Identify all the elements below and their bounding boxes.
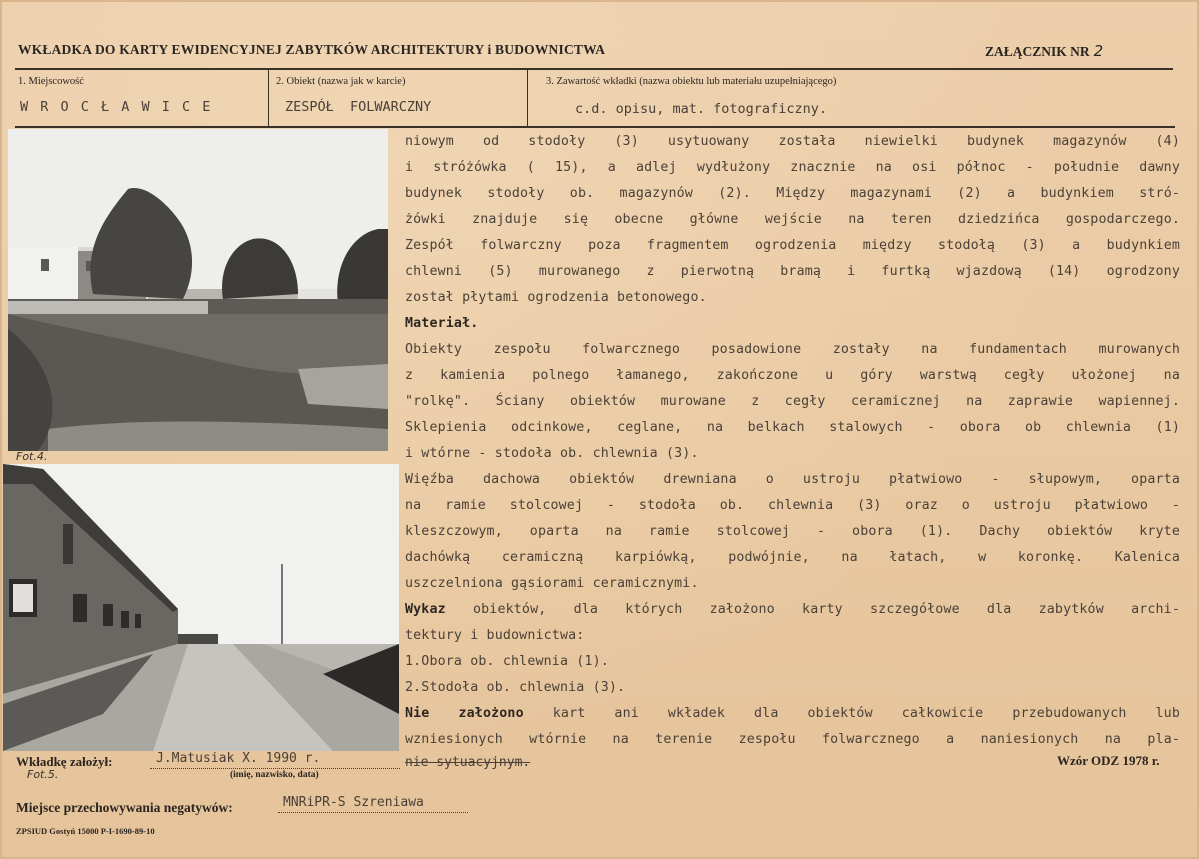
object-value: ZESPÓŁ FOLWARCZNY	[285, 99, 432, 115]
text-line-content: i stróżówka ( 15), a adlej wydłużony znacznie na osi północ - południe dawny	[405, 160, 1180, 175]
locality-label: 1. Miejscowość	[18, 76, 84, 87]
text-line-content: "rolkę". Ściany obiektów murowane z cegły ceramicznej na zaprawie wapiennej.	[405, 394, 1180, 409]
text-line	[405, 207, 1180, 233]
text-line	[405, 155, 1180, 181]
text-line	[405, 701, 1180, 727]
form-title: WKŁADKA DO KARTY EWIDENCYJNEJ ZABYTKÓW ARCHITEKTURY i BUDOWNICTWA	[18, 42, 606, 57]
text-line-content: Sklepienia odcinkowe, ceglane, na belkach stalowych - obora ob chlewnia (1)	[405, 420, 1180, 435]
text-line-content: kart ani wkładek dla obiektów całkowicie przebudowanych lub	[552, 706, 1180, 721]
insert-author-label: Wkładkę założył:	[16, 754, 113, 769]
text-line	[405, 181, 1180, 207]
annex-number: 2	[1093, 42, 1104, 60]
text-line	[405, 727, 1180, 753]
header-rule-bottom	[15, 126, 1175, 128]
text-line-content: 2.Stodoła ob. chlewnia (3).	[405, 680, 626, 695]
text-line	[405, 467, 1180, 493]
text-line-content: Materiał.	[405, 316, 479, 331]
text-line-content: na ramie stolcowej - stodoła ob. chlewnia (3) oraz o ustroju płatwiowo -	[405, 498, 1180, 513]
text-line	[405, 363, 1180, 389]
text-line	[405, 597, 1180, 623]
text-line-content: uszczelniona gąsiorami ceramicznymi.	[405, 576, 699, 591]
field-divider-2	[527, 70, 528, 126]
photo-barn-road-view	[3, 464, 399, 751]
text-line-content: niowym od stodoły (3) usytuowany została niewielki budynek magazynów (4)	[405, 134, 1180, 149]
printer-imprint: ZPSIUD Gostyń 15000 P-I-1690-89-10	[16, 826, 155, 836]
text-line-content: tektury i budownictwa:	[405, 628, 585, 643]
text-line	[405, 545, 1180, 571]
insert-author-value: J.Matusiak X. 1990 r.	[156, 751, 321, 766]
text-line	[405, 311, 1180, 337]
negatives-value: MNRiPR-S Szreniawa	[283, 795, 424, 810]
text-line	[405, 493, 1180, 519]
text-line-content: wzniesionych wtórnie na terenie zespołu folwarcznego a naniesionych na pla-	[405, 732, 1180, 747]
photo-farmyard-view	[8, 129, 388, 451]
text-line-content: budynek stodoły ob. magazynów (2). Między magazynami (2) a budynkiem stró-	[405, 186, 1180, 201]
text-line-lead: Wykaz	[405, 602, 446, 617]
photo1-caption: Fot.4.	[16, 450, 48, 463]
text-line-content: żówki znajduje się obecne główne wejście na teren dziedzińca gospodarczego.	[405, 212, 1180, 227]
text-line	[405, 259, 1180, 285]
text-line	[405, 233, 1180, 259]
text-line	[405, 519, 1180, 545]
text-line-content: Obiekty zespołu folwarcznego posadowione zostały na fundamentach murowanych	[405, 342, 1180, 357]
form-template-label: Wzór ODZ 1978 r.	[1057, 753, 1160, 768]
text-line	[405, 389, 1180, 415]
field-divider-1	[268, 70, 269, 126]
annex-label	[985, 42, 1103, 60]
text-line	[405, 675, 1180, 701]
text-line	[405, 337, 1180, 363]
content-value: c.d. opisu, mat. fotograficzny.	[575, 101, 827, 117]
text-line-lead: Nie założono	[405, 706, 524, 721]
text-line	[405, 623, 1180, 649]
text-line-content: z kamienia polnego łamanego, zakończone u góry warstwą cegły ułożonej na	[405, 368, 1180, 383]
annex-label-text: ZAŁĄCZNIK NR	[985, 44, 1090, 59]
description-text	[405, 129, 1180, 753]
text-line-content: kleszczowym, oparta na ramie stolcowej - obora (1). Dachy obiektów kryte	[405, 524, 1180, 539]
text-line-content: obiektów, dla których założono karty szczegółowe dla zabytków archi-	[473, 602, 1180, 617]
continuation-text: nie sytuacyjnym.	[405, 755, 531, 770]
photo2-caption: Fot.5.	[27, 768, 59, 781]
text-line	[405, 285, 1180, 311]
content-label: 3. Zawartość wkładki (nazwa obiektu lub materiału uzupełniającego)	[546, 76, 837, 87]
insert-author-line	[150, 768, 400, 769]
text-line	[405, 441, 1180, 467]
text-line-content: został płytami ogrodzenia betonowego.	[405, 290, 707, 305]
text-line	[405, 129, 1180, 155]
text-line-content: 1.Obora ob. chlewnia (1).	[405, 654, 609, 669]
text-line	[405, 415, 1180, 441]
insert-author-sublabel: (imię, nazwisko, data)	[230, 770, 319, 780]
locality-value: W R O C Ł A W I C E	[20, 99, 213, 115]
negatives-label: Miejsce przechowywania negatywów:	[16, 800, 233, 815]
text-line	[405, 571, 1180, 597]
text-line-content: Zespół folwarczny poza fragmentem ogrodzenia między stodołą (3) a budynkiem	[405, 238, 1180, 253]
text-line-content: chlewni (5) murowanego z pierwotną bramą i furtką wjazdową (14) ogrodzony	[405, 264, 1180, 279]
object-label: 2. Obiekt (nazwa jak w karcie)	[276, 76, 406, 87]
text-line	[405, 649, 1180, 675]
negatives-line	[278, 812, 468, 813]
text-line-content: Więźba dachowa obiektów drewniana o ustroju płatwiowo - słupowym, oparta	[405, 472, 1180, 487]
text-line-content: i wtórne - stodoła ob. chlewnia (3).	[405, 446, 699, 461]
header-rule-top	[15, 68, 1173, 70]
text-line-content: dachówką ceramiczną karpiówką, podwójnie, na łatach, w koronkę. Kalenica	[405, 550, 1180, 565]
